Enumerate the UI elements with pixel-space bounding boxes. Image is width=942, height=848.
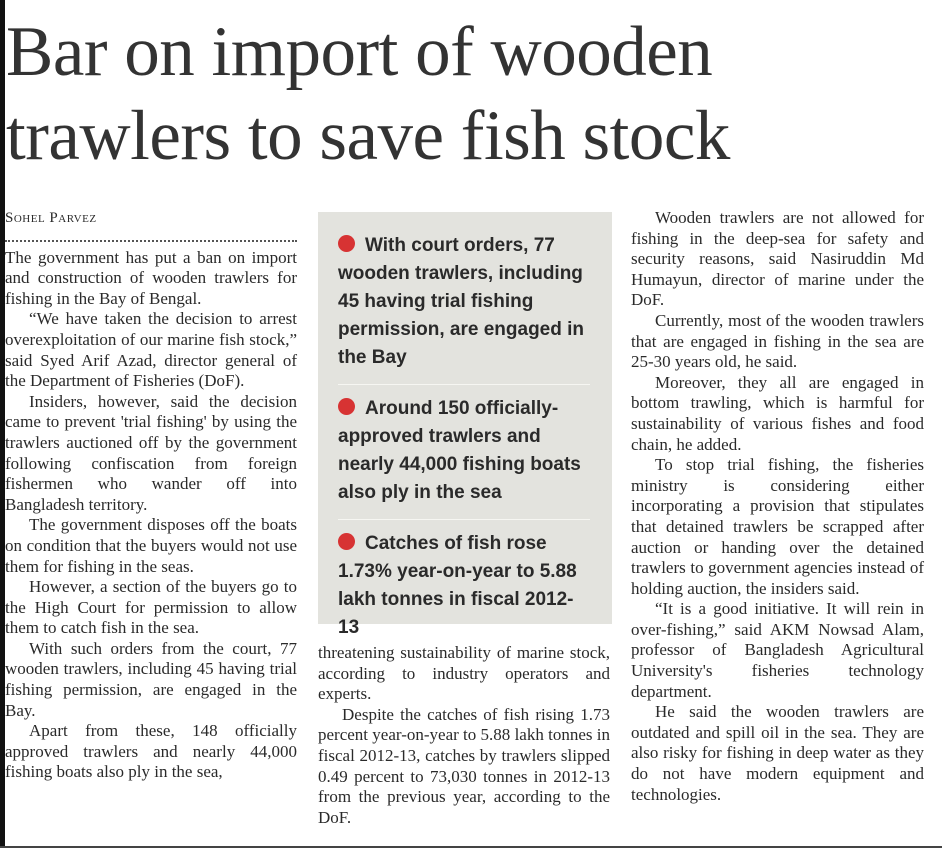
paragraph: Moreover, they all are engaged in bottom trawling, which is harmful for sustainability of various fishes and food chain, he added. [631, 372, 924, 454]
paragraph: “We have taken the decision to arrest overexploitation of our marine fish stock,” said Syed Arif Azad, director general of the Department of Fisheries (DoF). [5, 309, 297, 391]
paragraph: The government disposes off the boats on condition that the buyers would not use them for fishing in the seas. [5, 515, 297, 576]
paragraph: However, a section of the buyers go to the High Court for permission to allow them to catch fish in the sea. [5, 577, 297, 638]
paragraph: The government has put a ban on import and construction of wooden trawlers for fishing in the Bay of Bengal. [5, 247, 297, 308]
article-column-2 [318, 643, 610, 828]
red-dot-bullet-icon [338, 398, 355, 415]
headline: Bar on import of wooden trawlers to save fish stock [6, 13, 730, 175]
paragraph: Wooden trawlers are not allowed for fishing in the deep-sea for safety and security reasons, said Nasiruddin Md Humayun, director of marine under the DoF. [631, 208, 924, 310]
red-dot-bullet-icon [338, 235, 355, 252]
paragraph: Currently, most of the wooden trawlers that are engaged in fishing in the sea are 25-30 years old, he said. [631, 310, 924, 372]
paragraph: Despite the catches of fish rising 1.73 percent year-on-year to 5.88 lakh tonnes in fiscal 2012-13, catches by trawlers slipped 0.49 percent to 73,030 tonnes in 2012-13 from the previous year, according to the DoF. [318, 704, 610, 827]
paragraph: Apart from these, 148 officially approved trawlers and nearly 44,000 fishing boats also ply in the sea, [5, 721, 297, 782]
paragraph: To stop trial fishing, the fisheries ministry is considering either incorporating a provision that stipulates that detained trawlers be scrapped after auction or handing over the detained trawlers to government agencies instead of holding auction, the insiders said. [631, 455, 924, 598]
highlights-box [318, 212, 612, 638]
red-dot-bullet-icon [338, 533, 355, 550]
highlight-item [338, 530, 590, 654]
highlight-text: Catches of fish rose 1.73% year-on-year to 5.88 lakh tonnes in fiscal 2012-13 [338, 533, 577, 638]
highlight-item [338, 232, 590, 385]
highlight-item [338, 395, 590, 520]
paragraph: With such orders from the court, 77 wooden trawlers, including 45 having trial fishing permission, are engaged in the Bay. [5, 638, 297, 720]
highlight-text: Around 150 officially-approved trawlers and nearly 44,000 fishing boats also ply in the sea [338, 398, 581, 503]
paragraph: He said the wooden trawlers are outdated and spill oil in the sea. They are also risky for fishing in deep water as they do not have modern equipment and technologies. [631, 702, 924, 804]
paragraph: Insiders, however, said the decision came to prevent 'trial fishing' by using the trawlers auctioned off by the government following confiscation from foreign fishermen who wander off into Bangladesh territory. [5, 391, 297, 514]
article-column-1 [5, 208, 297, 783]
highlight-text: With court orders, 77 wooden trawlers, including 45 having trial fishing permission, are engaged in the Bay [338, 235, 585, 368]
article-column-3 [631, 208, 924, 805]
paragraph: threatening sustainability of marine stock, according to industry operators and experts. [318, 643, 610, 704]
byline: Sohel Parvez [5, 208, 297, 242]
paragraph: “It is a good initiative. It will rein in over-fishing,” said AKM Nowsad Alam, professor of Bangladesh Agricultural University's fisheries technology department. [631, 599, 924, 701]
